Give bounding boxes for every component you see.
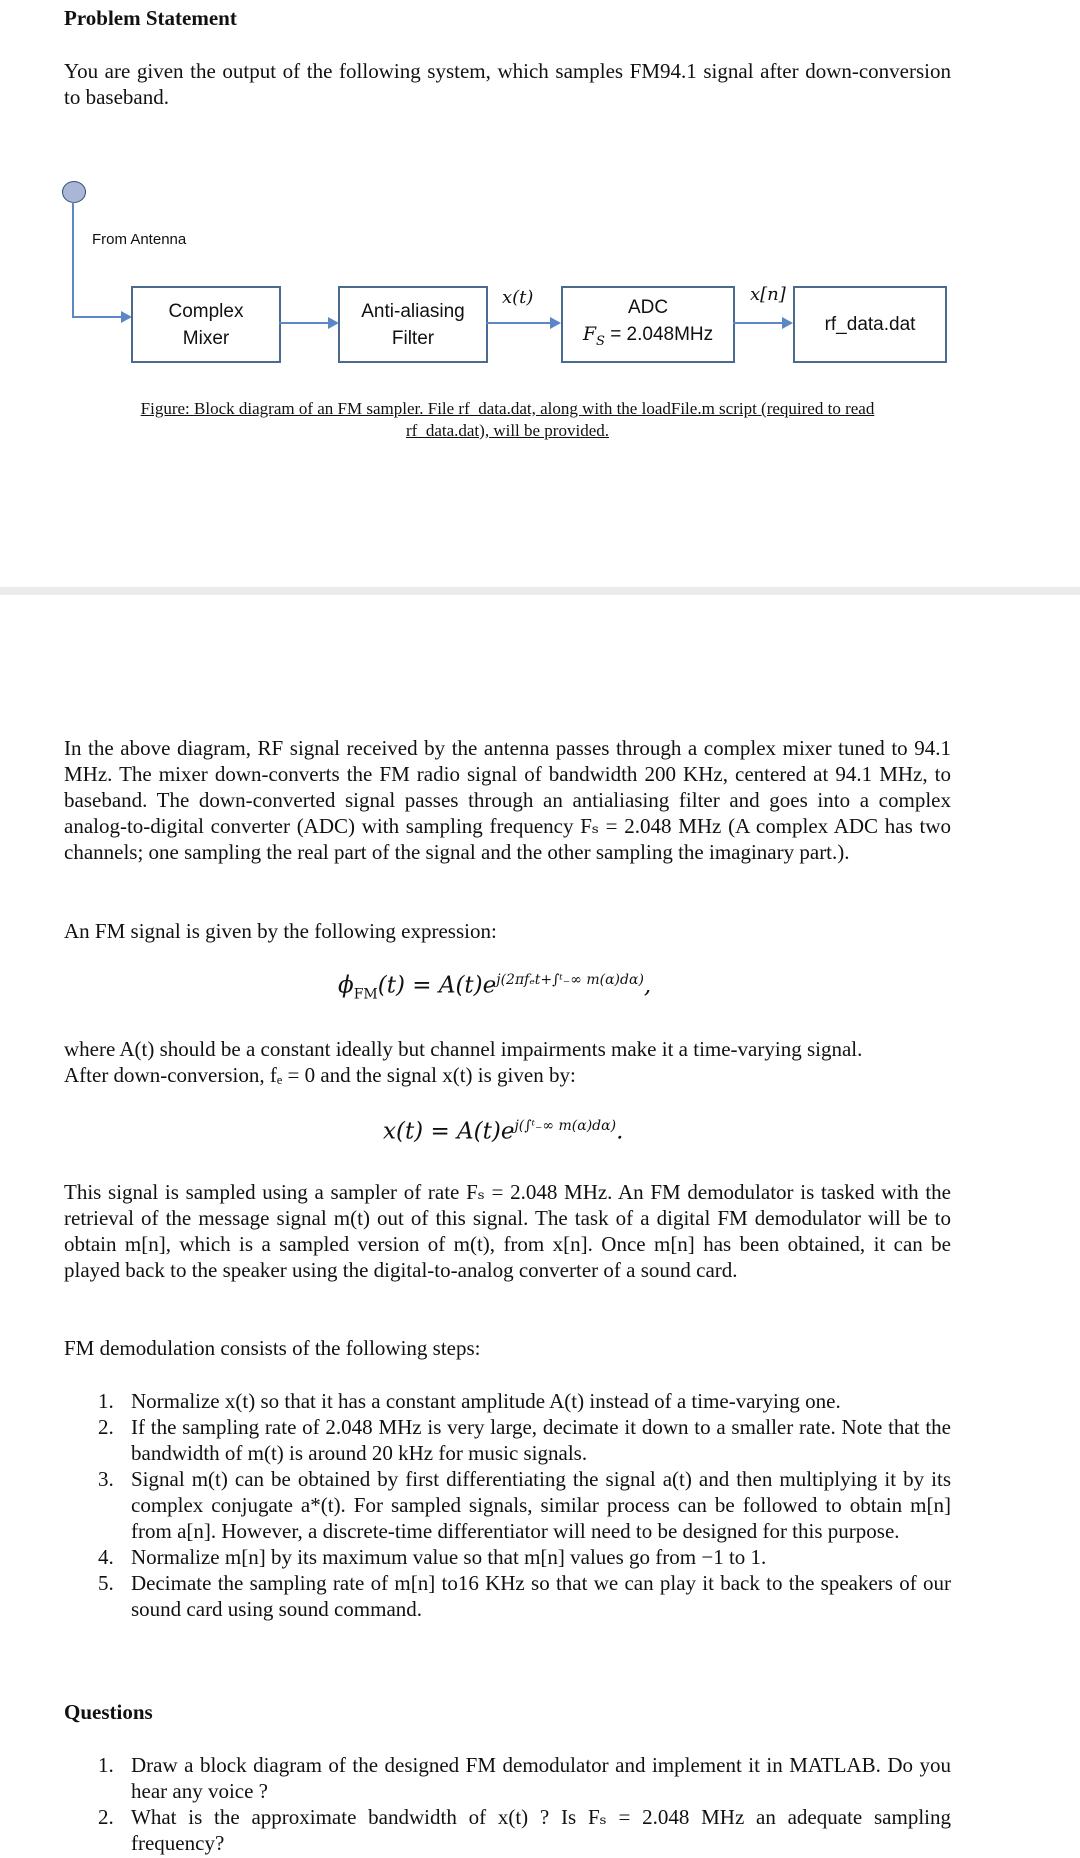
list-item: 1. Normalize x(t) so that it has a constant amplitude A(t) instead of a time-varying one. [98,1389,841,1413]
adc-title: ADC [627,297,669,319]
amplitude-note-line-1: where A(t) should be a constant ideally but channel impairments make it a time-varying signal. [64,1037,863,1061]
caption-line-2: rf_data.dat), will be provided. [406,421,609,440]
adc-to-file-line [733,322,783,324]
paragraph-rf-description: In the above diagram, RF signal received by the antenna passes through a complex mixer tuned to 94.1 MHz. The mixer down-converts the FM radio signal of bandwidth 200 KHz, centered at 94.1 MHz, to baseband. The down-converted signal passes through an antialiasing filter and goes into a complex analog-to-digital converter (ADC) with sampling frequency Fₛ = 2.048 MHz (A complex ADC has two channels; one sampling the real part of the signal and the other sampling the imaginary part.). [64,736,951,864]
complex-mixer-block [131,286,281,363]
paragraph-fm-expression-intro: An FM signal is given by the following expression: [64,919,497,943]
questions-list [68,1752,951,1856]
list-item: 4. Normalize m[n] by its maximum value so that m[n] values go from −1 to 1. [98,1545,767,1569]
filter-label-line1: Anti-aliasing [361,300,465,322]
filter-to-adc-line [486,322,551,324]
antenna-line [72,202,74,318]
antenna-label: From Antenna [92,231,187,248]
figure-caption [64,398,951,442]
list-item: 3. Signal m(t) can be obtained by first differentiating the signal a(t) and then multiplying it by its complex conjugate a*(t). For sampled signals, similar process can be followed to obtain m[n] from a[n]. However, a discrete-time differentiator will need to be designed for this purpose. [98,1467,951,1543]
xt-signal-label: x(t) [502,287,534,308]
filter-label-line2: Filter [391,327,435,349]
mixer-label-line1: Complex [168,300,244,322]
list-item: 5. Decimate the sampling rate of m[n] to16 KHz so that we can play it back to the speakers of our sound card using sound command. [98,1571,951,1621]
arrow-to-file [782,317,793,329]
intro-paragraph: You are given the output of the following system, which samples FM94.1 signal after down-conversion to baseband. [64,59,951,109]
xn-signal-label: x[n] [750,284,786,305]
antenna-to-mixer-line [72,316,122,318]
paragraph-amplitude-note [64,1036,964,1088]
paragraph-steps-intro: FM demodulation consists of the following steps: [64,1336,481,1360]
amplitude-note-line-2: After down-conversion, fₑ = 0 and the signal x(t) is given by: [64,1063,576,1087]
equation-fm-signal: $\phi_{FM}(t) = A(t)e^{j(2\pi f_et+\int ᵗ_-\infty m(\alpha)d\alpha)}$, [338,972,652,1003]
mixer-label-line2: Mixer [182,327,230,349]
equation-baseband-signal: $x(t) = A(t)e^{j(\int ᵗ_-\infty m(\alpha)d\alpha)}$. [383,1118,624,1145]
mixer-to-filter-line [279,322,329,324]
arrow-to-adc [550,317,561,329]
list-item: 2. What is the approximate bandwidth of x(t) ? Is Fₛ = 2.048 MHz an adequate sampling frequency? [98,1805,951,1855]
adc-block [561,286,735,363]
demodulation-steps-list [68,1388,951,1622]
rf-data-output-block [793,286,947,363]
paragraph-sampling: This signal is sampled using a sampler of rate Fₛ = 2.048 MHz. An FM demodulator is tasked with the retrieval of the message signal m(t) out of this signal. The task of a digital FM demodulator will be to obtain m[n], which is a sampled version of m(t), from x[n]. Once m[n] has been obtained, it can be played back to the speaker using the digital-to-analog converter of a sound card. [64,1180,951,1282]
antenna-icon [62,181,86,203]
section-divider [0,587,1080,595]
output-file-label: rf_data.dat [824,314,916,335]
list-item: 2. If the sampling rate of 2.048 MHz is very large, decimate it down to a smaller rate. Note that the bandwidth of m(t) is around 20 kHz for music signals. [98,1415,951,1465]
caption-line-1: Figure: Block diagram of an FM sampler. File rf_data.dat, along with the loadFile.m script (required to read [140,399,875,418]
page-title: Problem Statement [64,6,237,30]
anti-aliasing-filter-block [338,286,488,363]
list-item: 1. Draw a block diagram of the designed FM demodulator and implement it in MATLAB. Do you hear any voice ? [98,1753,951,1803]
adc-rate: $F_S = 2.048MHz$ [582,323,714,349]
questions-heading: Questions [64,1700,153,1724]
